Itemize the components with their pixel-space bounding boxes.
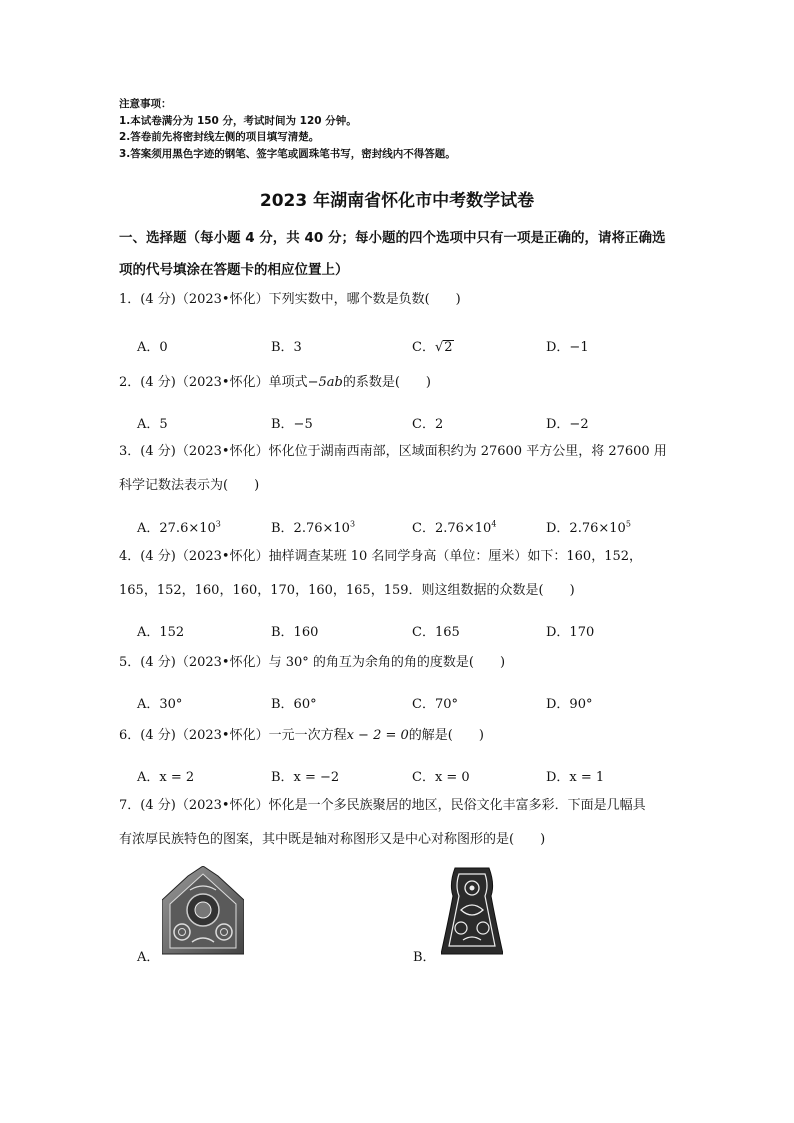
question-text-part: 的解是( ) [408, 728, 484, 743]
option-exponent: 3 [349, 519, 356, 529]
option-a-pattern-image [162, 866, 244, 956]
option-base: B．2.76×10 [271, 521, 350, 536]
question-2 [119, 366, 679, 400]
exam-title: 2023 年湖南省怀化市中考数学试卷 [259, 191, 535, 211]
question-3 [119, 435, 679, 503]
option-b: B． [413, 950, 436, 965]
option-c [412, 336, 454, 355]
option-b: B．x = −2 [271, 770, 340, 785]
option-base: C．2.76×10 [412, 521, 492, 536]
option-base: D．2.76×10 [546, 521, 626, 536]
option-a: A．152 [137, 625, 185, 640]
option-d: D．170 [546, 625, 595, 640]
option-a: A．0 [137, 340, 168, 355]
option-a: A． [137, 950, 160, 965]
section-heading-line: 项的代号填涂在答题卡的相应位置上） [119, 262, 349, 278]
option-d: D．−1 [546, 340, 589, 355]
option-b: B．−5 [271, 417, 313, 432]
question-text [119, 719, 679, 753]
question-6 [119, 719, 679, 753]
option-base: A．27.6×10 [137, 521, 216, 536]
notice-item: 1.本试卷满分为 150 分，考试时间为 120 分钟。 [119, 114, 357, 127]
option-b [271, 517, 355, 536]
option-c: C．165 [412, 625, 460, 640]
notice-block [119, 96, 456, 162]
math-expression: x − 2 = 0 [346, 728, 409, 743]
question-text-line: 4．(4 分)（2023•怀化）抽样调查某班 10 名同学身高（单位：厘米）如下：160，152， [119, 549, 643, 564]
option-prefix: C． [412, 340, 435, 355]
math-expression: −5ab [307, 375, 343, 390]
option-a: A．x = 2 [137, 770, 195, 785]
option-d: D．x = 1 [546, 770, 605, 785]
question-1 [119, 283, 679, 317]
notice-item: 2.答卷前先将密封线左侧的项目填写清楚。 [119, 131, 320, 143]
option-a: A．5 [137, 417, 168, 432]
option-d [546, 517, 631, 536]
question-text-part: 的系数是( ) [342, 375, 431, 390]
sqrt-radicand: 2 [444, 340, 453, 355]
option-c [412, 517, 496, 536]
option-d: D．90° [546, 697, 593, 712]
question-text-line: 165，152，160，160，170，160，165，159．则这组数据的众数是( ) [119, 583, 575, 598]
question-5 [119, 646, 679, 680]
question-text: 5．(4 分)（2023•怀化）与 30° 的角互为余角的角的度数是( ) [119, 655, 506, 670]
question-text-line: 7．(4 分)（2023•怀化）怀化是一个多民族聚居的地区，民俗文化丰富多彩．下面是几幅具 [119, 798, 646, 813]
question-text-part: 6．(4 分)（2023•怀化）一元一次方程 [119, 728, 347, 743]
option-b: B．160 [271, 625, 319, 640]
question-text [119, 366, 679, 400]
option-a [137, 517, 221, 536]
option-a: A．30° [137, 697, 183, 712]
option-exponent: 4 [491, 519, 497, 529]
notice-heading: 注意事项： [119, 98, 172, 110]
option-exponent: 3 [215, 519, 221, 529]
option-c: C．x = 0 [412, 770, 470, 785]
option-c: C．2 [412, 417, 444, 432]
sqrt-symbol: √ [434, 340, 444, 355]
question-text: 1．(4 分)（2023•怀化）下列实数中，哪个数是负数( ) [119, 292, 461, 307]
option-d: D．−2 [546, 417, 589, 432]
question-text-part: 2．(4 分)（2023•怀化）单项式 [119, 375, 308, 390]
question-text-line: 有浓厚民族特色的图案，其中既是轴对称图形又是中心对称图形的是( ) [119, 832, 546, 847]
question-text-line: 科学记数法表示为( ) [119, 478, 260, 493]
option-b-pattern-image [441, 866, 503, 956]
notice-item: 3.答案须用黑色字迹的钢笔、签字笔或圆珠笔书写，密封线内不得答题。 [119, 147, 456, 160]
question-text-line: 3．(4 分)（2023•怀化）怀化位于湖南西南部，区域面积约为 27600 平方公里，将 27600 用 [119, 444, 667, 459]
section-heading-line: 一、选择题（每小题 4 分，共 40 分；每小题的四个选项中只有一项是正确的，请将正确选 [119, 230, 666, 246]
option-b: B．3 [271, 340, 302, 355]
option-b: B．60° [271, 697, 317, 712]
option-c: C．70° [412, 697, 458, 712]
question-7 [119, 789, 679, 857]
section-heading [119, 222, 679, 286]
question-4 [119, 540, 679, 608]
option-exponent: 5 [625, 519, 631, 529]
